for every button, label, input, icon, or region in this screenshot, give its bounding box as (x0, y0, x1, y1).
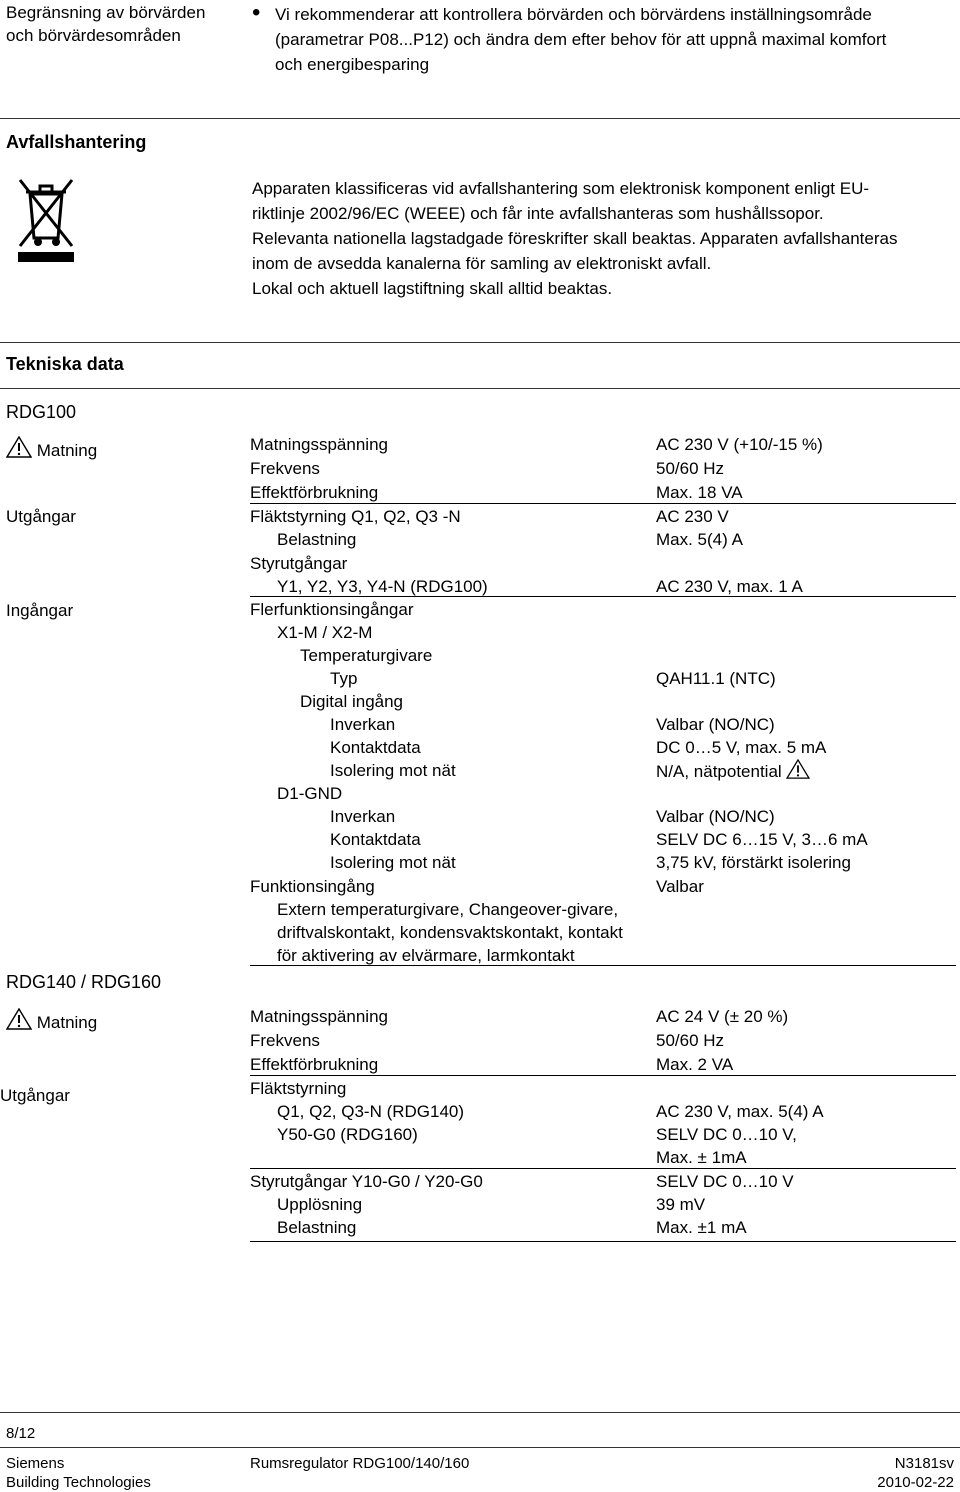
spec-value-text: Valbar (656, 877, 704, 896)
spec-value-text: Max. ± 1mA (656, 1148, 747, 1167)
side-label-setpoint-limits (6, 2, 205, 48)
spec-value (656, 1216, 747, 1239)
warning-triangle-icon (786, 759, 810, 785)
spec-group-rule (250, 1241, 956, 1242)
spec-label: Kontaktdata (330, 738, 421, 757)
spec-label: Belastning (277, 1218, 357, 1237)
spec-label: Y50-G0 (RDG160) (277, 1125, 418, 1144)
spec-value (656, 1100, 824, 1123)
spec-value-text: 50/60 Hz (656, 1031, 725, 1050)
spec-value (656, 736, 826, 759)
spec-label: Inverkan (330, 807, 396, 826)
spec-value-text: 50/60 Hz (656, 459, 725, 478)
section-title-disposal: Avfallshantering (6, 132, 147, 152)
footer-date: 2010-02-22 (877, 1474, 954, 1491)
spec-value-text: Max. 18 VA (656, 483, 743, 502)
spec-value-text: AC 230 V (656, 507, 729, 526)
spec-label: Matningsspänning (250, 1007, 388, 1026)
spec-value (656, 1123, 797, 1146)
side-label-outputs: Utgångar (0, 1086, 70, 1105)
spec-label: D1-GND (277, 784, 343, 803)
spec-value (656, 457, 724, 480)
spec-label: Extern temperaturgivare, Changeover-givare, (277, 900, 619, 919)
spec-value (656, 828, 868, 851)
spec-value-text: AC 24 V (± 20 %) (656, 1007, 789, 1026)
spec-value-text: AC 230 V, max. 1 A (656, 577, 803, 596)
page-number: 8/12 (6, 1425, 36, 1442)
disposal-line: riktlinje 2002/96/EC (WEEE) och får inte avfallshanteras som hushållssopor. (252, 204, 824, 223)
spec-value (656, 1146, 747, 1169)
spec-label: Temperaturgivare (300, 646, 433, 665)
spec-value (656, 1053, 733, 1076)
spec-label: Upplösning (277, 1195, 363, 1214)
spec-label: Digital ingång (300, 692, 404, 711)
spec-label: driftvalskontakt, kondensvaktskontakt, kontakt (277, 923, 623, 942)
spec-value-text: Max. 5(4) A (656, 530, 743, 549)
divider (0, 1447, 960, 1448)
spec-value-text: N/A, nätpotential (656, 762, 782, 781)
spec-value-text: QAH11.1 (NTC) (656, 669, 776, 688)
footer-product: Rumsregulator RDG100/140/160 (250, 1455, 470, 1472)
disposal-paragraph (252, 176, 897, 301)
spec-value (656, 875, 704, 898)
bullet-line-3: och energibesparing (275, 55, 430, 74)
spec-value (656, 713, 775, 736)
footer-doc-id: N3181sv (894, 1455, 954, 1472)
side-label-outputs: Utgångar (6, 507, 76, 526)
weee-crossed-bin-icon (16, 172, 76, 264)
spec-label: Funktionsingång (250, 877, 375, 896)
spec-label: Typ (330, 669, 358, 688)
spec-value-text: SELV DC 0…10 V, (656, 1125, 797, 1144)
spec-value (656, 667, 776, 690)
spec-group-rule (250, 596, 956, 597)
spec-value (656, 805, 775, 828)
spec-value-text: Valbar (NO/NC) (656, 807, 775, 826)
side-label-supply (6, 1008, 97, 1037)
spec-label: för aktivering av elvärmare, larmkontakt (277, 946, 575, 965)
side-label-inputs: Ingångar (6, 601, 74, 620)
spec-value (656, 1193, 705, 1216)
spec-value-text: Max. ±1 mA (656, 1218, 747, 1237)
spec-value (656, 505, 729, 528)
spec-label: Effektförbrukning (250, 483, 379, 502)
warning-triangle-icon (6, 1008, 32, 1037)
disposal-line: Apparaten klassificeras vid avfallshantering som elektronisk komponent enligt EU- (252, 179, 870, 198)
spec-label: Frekvens (250, 1031, 320, 1050)
disposal-line: inom de avsedda kanalerna för samling av elektroniskt avfall. (252, 254, 712, 273)
section-title-technical-data: Tekniska data (6, 354, 124, 374)
warning-triangle-icon (6, 436, 32, 465)
divider (0, 388, 960, 389)
bullet-paragraph (275, 2, 886, 77)
spec-label: Belastning (277, 530, 357, 549)
side-label-line-1: Begränsning av börvärden (6, 3, 206, 22)
side-label-supply-text: Matning (36, 1013, 98, 1032)
spec-value (656, 528, 743, 551)
spec-group-rule (250, 965, 956, 966)
spec-value-text: 3,75 kV, förstärkt isolering (656, 853, 851, 872)
side-label-supply-text: Matning (36, 441, 98, 460)
spec-label: Styrutgångar Y10-G0 / Y20-G0 (250, 1172, 483, 1191)
spec-label: Fläktstyrning Q1, Q2, Q3 -N (250, 507, 461, 526)
bullet-line-2: (parametrar P08...P12) och ändra dem efter behov för att uppnå maximal komfort (275, 30, 887, 49)
spec-label: Matningsspänning (250, 435, 388, 454)
spec-value (656, 1005, 788, 1028)
footer-company (6, 1454, 151, 1492)
spec-value-text: DC 0…5 V, max. 5 mA (656, 738, 827, 757)
spec-value (656, 1029, 724, 1052)
model-heading-rdg100: RDG100 (6, 402, 77, 422)
spec-value-text: SELV DC 0…10 V (656, 1172, 794, 1191)
spec-label: Kontaktdata (330, 830, 421, 849)
spec-value (656, 759, 810, 782)
spec-label: Effektförbrukning (250, 1055, 379, 1074)
spec-label: Styrutgångar (250, 554, 348, 573)
spec-value-text: Valbar (NO/NC) (656, 715, 775, 734)
spec-label: Frekvens (250, 459, 320, 478)
bullet-line-1: Vi rekommenderar att kontrollera börvärden och börvärdens inställningsområde (275, 5, 872, 24)
footer-company-name: Siemens (6, 1455, 65, 1472)
spec-value-text: SELV DC 6…15 V, 3…6 mA (656, 830, 868, 849)
footer-division: Building Technologies (6, 1474, 151, 1491)
spec-value-text: 39 mV (656, 1195, 706, 1214)
disposal-line: Relevanta nationella lagstadgade föreskrifter skall beaktas. Apparaten avfallshanteras (252, 229, 898, 248)
model-heading-rdg140-rdg160: RDG140 / RDG160 (6, 972, 162, 992)
spec-value (656, 851, 851, 874)
spec-value-text: AC 230 V, max. 5(4) A (656, 1102, 824, 1121)
spec-value-text: Max. 2 VA (656, 1055, 734, 1074)
spec-label: Isolering mot nät (330, 853, 456, 872)
spec-label: Inverkan (330, 715, 396, 734)
spec-group-rule (250, 1075, 956, 1076)
divider (0, 342, 960, 343)
spec-value (656, 433, 823, 456)
spec-label: Fläktstyrning (250, 1079, 347, 1098)
spec-group-rule (250, 503, 956, 504)
spec-value-text: AC 230 V (+10/-15 %) (656, 435, 823, 454)
divider (0, 1412, 960, 1413)
spec-value (656, 481, 743, 504)
side-label-line-2: och börvärdesområden (6, 25, 181, 45)
side-label-supply (6, 436, 97, 465)
spec-label: X1-M / X2-M (277, 623, 373, 642)
spec-label: Q1, Q2, Q3-N (RDG140) (277, 1102, 465, 1121)
spec-value (656, 575, 803, 598)
divider (0, 118, 960, 119)
disposal-line: Lokal och aktuell lagstiftning skall alltid beaktas. (252, 279, 613, 298)
spec-label: Flerfunktionsingångar (250, 600, 414, 619)
spec-value (656, 1170, 794, 1193)
spec-group-rule (250, 1168, 956, 1169)
bullet-icon: • (252, 0, 261, 26)
spec-label: Y1, Y2, Y3, Y4-N (RDG100) (277, 577, 488, 596)
footer-doc-info (877, 1454, 954, 1492)
spec-label: Isolering mot nät (330, 761, 456, 780)
